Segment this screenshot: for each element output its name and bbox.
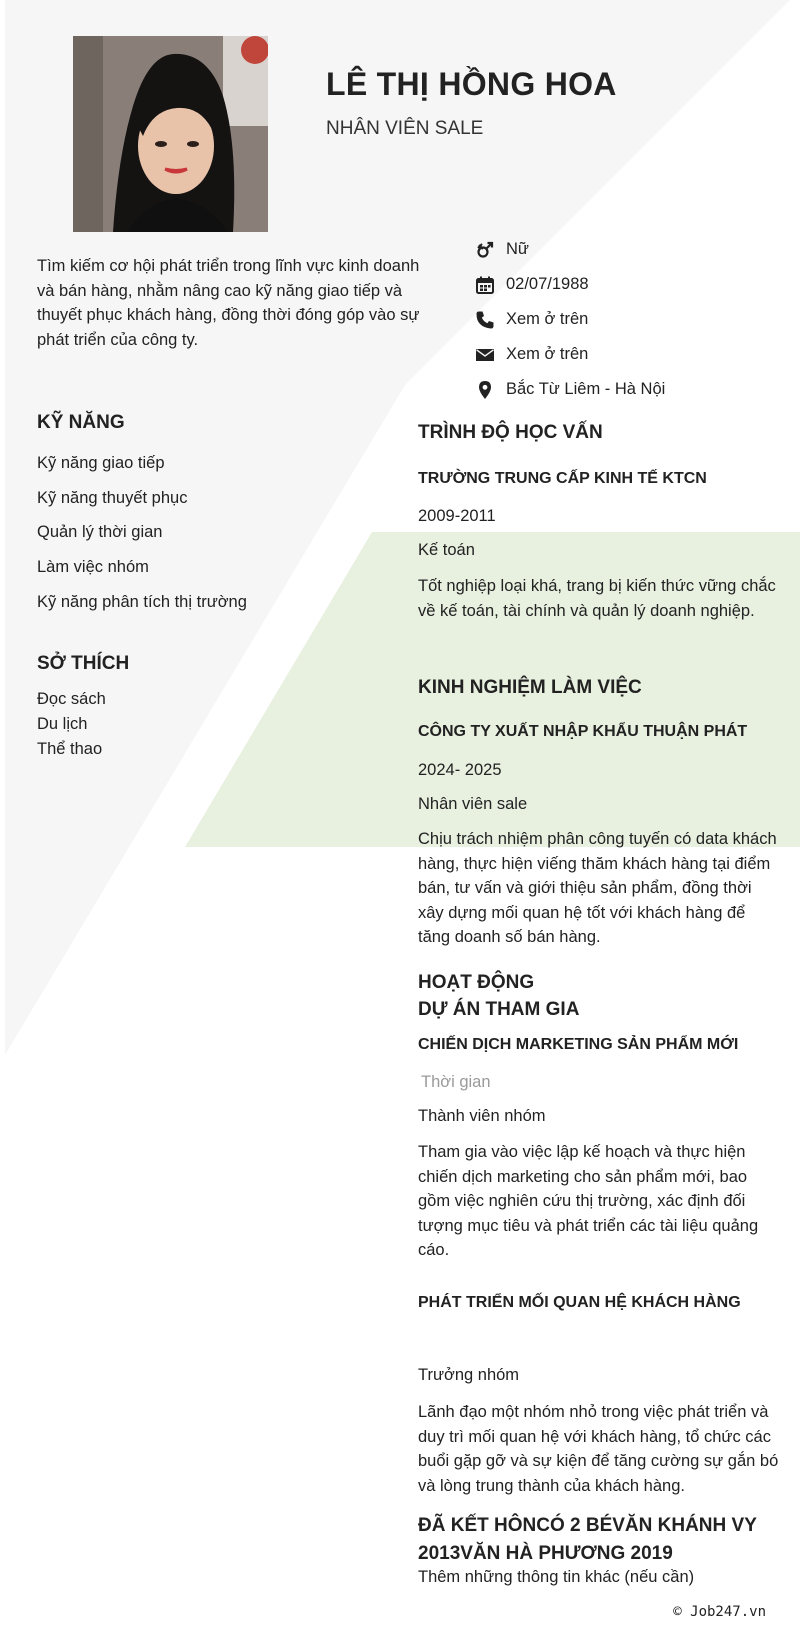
contact-birthday — [474, 267, 665, 302]
calendar-icon — [474, 274, 496, 296]
contact-value: 02/07/1988 — [506, 275, 589, 293]
education-heading: TRÌNH ĐỘ HỌC VẤN — [418, 422, 603, 443]
contact-value: Xem ở trên — [506, 310, 589, 328]
contact-email — [474, 337, 665, 372]
skill-item: Kỹ năng thuyết phục — [37, 488, 188, 507]
activities-heading — [418, 969, 780, 1023]
hobby-item: Đọc sách — [37, 690, 106, 708]
skill-item: Kỹ năng giao tiếp — [37, 454, 165, 472]
skills-heading: KỸ NĂNG — [37, 412, 125, 433]
activities-heading-line1: HOẠT ĐỘNG — [418, 972, 535, 993]
watermark: © Job247.vn — [673, 1604, 766, 1620]
other-info-note: Thêm những thông tin khác (nếu cần) — [418, 1568, 695, 1586]
education-school: TRƯỜNG TRUNG CẤP KINH TẾ KTCN — [418, 470, 707, 487]
education-major: Kế toán — [418, 541, 475, 559]
experience-years: 2024- 2025 — [418, 761, 502, 779]
contact-gender — [474, 232, 665, 267]
hobby-item: Du lịch — [37, 715, 88, 733]
project-role: Thành viên nhóm — [418, 1107, 546, 1125]
project-time: Thời gian — [421, 1073, 491, 1091]
contact-location — [474, 372, 665, 407]
project-description: Lãnh đạo một nhóm nhỏ trong việc phát triển và duy trì mối quan hệ với khách hàng, tổ chức các buổi gặp gỡ và sự kiện để tăng cường sự gắn bó và lòng trung thành của khách hàng. — [418, 1403, 779, 1495]
job-title: NHÂN VIÊN SALE — [326, 118, 484, 139]
contact-value: Bắc Từ Liêm - Hà Nội — [506, 380, 666, 398]
education-years: 2009-2011 — [418, 507, 496, 525]
project-description: Tham gia vào việc lập kế hoạch và thực hiện chiến dịch marketing cho sản phẩm mới, bao gồm việc nghiên cứu thị trường, xác định đối tượng mục tiêu và phát triển các tài liệu quảng cáo. — [418, 1143, 759, 1259]
skill-item: Quản lý thời gian — [37, 523, 163, 542]
skill-item: Làm việc nhóm — [37, 558, 149, 577]
project-name: PHÁT TRIỂN MỐI QUAN HỆ KHÁCH HÀNG — [418, 1294, 741, 1311]
project-role: Trưởng nhóm — [418, 1366, 520, 1384]
other-info-heading: ĐÃ KẾT HÔNCÓ 2 BÉVĂN KHÁNH VY 2013VĂN HÀ PHƯƠNG 2019 — [418, 1515, 757, 1564]
experience-heading: KINH NGHIỆM LÀM VIỆC — [418, 677, 642, 698]
contact-list — [474, 232, 665, 407]
contact-value: Xem ở trên — [506, 345, 589, 363]
contact-value: Nữ — [506, 240, 529, 258]
career-objective: Tìm kiếm cơ hội phát triển trong lĩnh vực kinh doanh và bán hàng, nhằm nâng cao kỹ năng giao tiếp và thuyết phục khách hàng, đồng thời đóng góp vào sự phát triển của công ty. — [37, 257, 420, 349]
contact-phone — [474, 302, 665, 337]
phone-icon — [474, 309, 496, 331]
education-description: Tốt nghiệp loại khá, trang bị kiến thức vững chắc về kế toán, tài chính và quản lý doanh nghiệp. — [418, 577, 776, 620]
activities-heading-line2: DỰ ÁN THAM GIA — [418, 999, 580, 1020]
location-pin-icon — [474, 379, 496, 401]
project-name: CHIẾN DỊCH MARKETING SẢN PHẨM MỚI — [418, 1036, 739, 1053]
hobbies-heading: SỞ THÍCH — [37, 653, 130, 674]
email-icon — [474, 344, 496, 366]
experience-position: Nhân viên sale — [418, 795, 528, 813]
skill-item: Kỹ năng phân tích thị trường — [37, 592, 247, 611]
gender-icon — [474, 239, 496, 261]
hobbies-list — [37, 688, 106, 763]
experience-company: CÔNG TY XUẤT NHẬP KHẨU THUẬN PHÁT — [418, 723, 748, 740]
skills-list — [37, 452, 247, 625]
experience-description: Chịu trách nhiệm phân công tuyến có data khách hàng, thực hiện viếng thăm khách hàng tại điểm bán, tư vấn và giới thiệu sản phẩm, đồng thời xây dựng mối quan hệ tốt với khách hàng để tăng doanh số bán hàng. — [418, 830, 777, 946]
candidate-name: LÊ THỊ HỒNG HOA — [326, 66, 617, 102]
hobby-item: Thể thao — [37, 740, 103, 758]
profile-photo — [73, 36, 268, 232]
